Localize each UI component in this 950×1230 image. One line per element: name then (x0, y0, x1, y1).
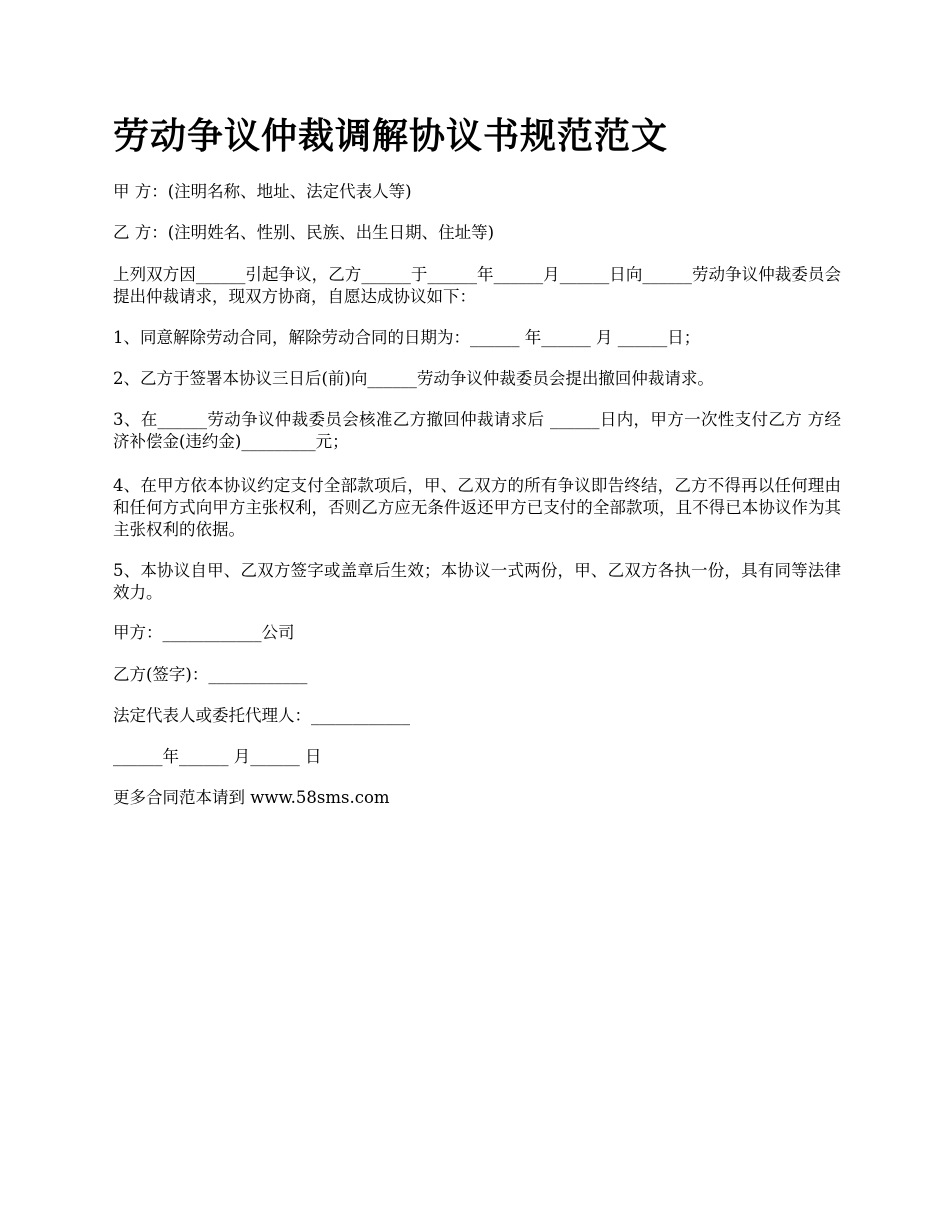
clause-1: 1、同意解除劳动合同，解除劳动合同的日期为：______ 年______ 月 ______日； (113, 328, 701, 347)
clause-4: 4、在甲方依本协议约定支付全部款项后，甲、乙双方的所有争议即告终结，乙方不得再以任何理由和任何方式向甲方主张权利，否则乙方应无条件返还甲方已支付的全部款项，且不得已本协议作为其主张权利的依据。 (113, 476, 841, 539)
party-a-line: 甲 方：(注明名称、地址、法定代表人等) (113, 182, 412, 201)
clause-2: 2、乙方于签署本协议三日后(前)向______劳动争议仲裁委员会提出撤回仲裁请求。 (113, 369, 714, 388)
clause-5: 5、本协议自甲、乙双方签字或盖章后生效；本协议一式两份，甲、乙双方各执一份，具有同等法律效力。 (113, 561, 841, 602)
signature-representative: 法定代表人或委托代理人：____________ (113, 706, 410, 725)
clause-3: 3、在______劳动争议仲裁委员会核准乙方撤回仲裁请求后 ______日内，甲方一次性支付乙方 方经济补偿金(违约金)_________元； (113, 410, 841, 451)
party-b-line: 乙 方：(注明姓名、性别、民族、出生日期、住址等) (113, 223, 495, 242)
footer-link-text: 更多合同范本请到 www.58sms.com (113, 788, 390, 807)
signature-date: ______年______ 月______ 日 (113, 747, 322, 766)
document-title: 劳动争议仲裁调解协议书规范范文 (113, 115, 669, 157)
signature-party-a: 甲方：____________公司 (113, 623, 295, 642)
signature-party-b: 乙方(签字)：____________ (113, 665, 308, 684)
intro-paragraph: 上列双方因______引起争议，乙方______于______年______月______日向______劳动争议仲裁委员会提出仲裁请求，现双方协商，自愿达成协议如下： (113, 265, 841, 306)
